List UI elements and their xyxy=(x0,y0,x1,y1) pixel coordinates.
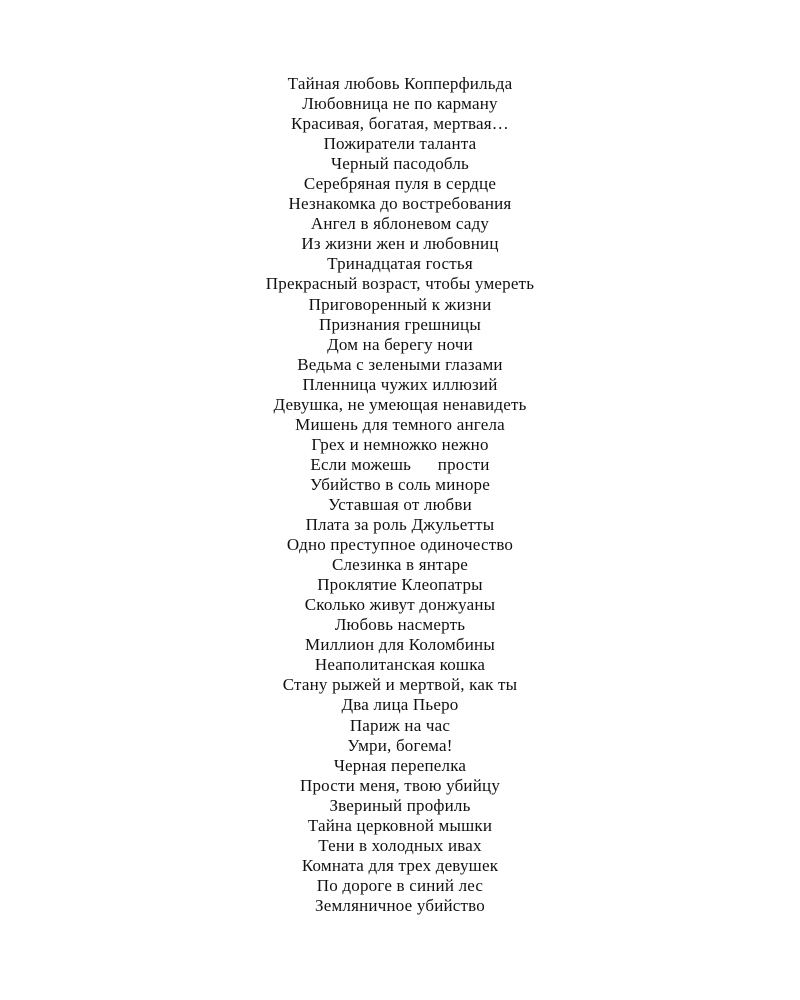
book-title: Сколько живут донжуаны xyxy=(304,595,496,615)
book-title: Плата за роль Джульетты xyxy=(305,515,495,535)
book-title: Уставшая от любви xyxy=(328,494,472,514)
book-title: Красивая, богатая, мертвая… xyxy=(291,114,509,134)
book-title: Земляничное убийство xyxy=(315,895,485,915)
book-title: Комната для трех девушек xyxy=(301,855,499,875)
book-title: Париж на час xyxy=(349,715,451,735)
book-title: Незнакомка до востребования xyxy=(288,194,512,214)
book-title: Признания грешницы xyxy=(319,314,481,334)
book-title: Мишень для темного ангела xyxy=(295,414,505,434)
book-title: Тайная любовь Копперфильда xyxy=(287,74,513,93)
book-title: Любовь насмерть xyxy=(334,615,466,635)
book-title: Умри, богема! xyxy=(347,735,453,755)
book-title: Тайна церковной мышки xyxy=(307,815,493,835)
book-title: Черная перепелка xyxy=(333,755,467,775)
book-title: Стану рыжей и мертвой, как ты xyxy=(282,675,518,695)
book-title: Тринадцатая гостья xyxy=(327,254,473,274)
book-title: Если можешь прости xyxy=(310,454,490,474)
book-title: Из жизни жен и любовниц xyxy=(301,234,499,254)
book-title: Любовница не по карману xyxy=(302,94,498,114)
book-title: Черный пасодобль xyxy=(331,154,469,174)
book-title: Ведьма с зелеными глазами xyxy=(297,354,503,374)
book-title: Прекрасный возраст, чтобы умереть xyxy=(265,274,535,294)
book-title: Проклятие Клеопатры xyxy=(317,575,483,595)
book-title: Серебряная пуля в сердце xyxy=(303,174,497,194)
book-title: Пожиратели таланта xyxy=(323,134,477,154)
book-title: Ангел в яблоневом саду xyxy=(310,214,490,234)
book-title: Миллион для Коломбины xyxy=(305,635,495,655)
book-title: Грех и немножко нежно xyxy=(311,434,489,454)
book-title: Слезинка в янтаре xyxy=(331,555,469,575)
book-title: Пленница чужих иллюзий xyxy=(302,374,498,394)
book-title: Девушка, не умеющая ненавидеть xyxy=(273,394,527,414)
book-title: По дороге в синий лес xyxy=(316,875,484,895)
book-title: Приговоренный к жизни xyxy=(308,294,492,314)
book-title: Дом на берегу ночи xyxy=(327,334,473,354)
document-page xyxy=(0,74,800,916)
book-title: Два лица Пьеро xyxy=(341,695,459,715)
book-title-list xyxy=(0,74,800,916)
book-title: Звериный профиль xyxy=(329,795,471,815)
book-title: Тени в холодных ивах xyxy=(318,835,482,855)
book-title: Одно преступное одиночество xyxy=(286,535,514,555)
book-title: Неаполитанская кошка xyxy=(314,655,486,675)
book-title: Убийство в соль миноре xyxy=(310,474,490,494)
book-title: Прости меня, твою убийцу xyxy=(299,775,501,795)
